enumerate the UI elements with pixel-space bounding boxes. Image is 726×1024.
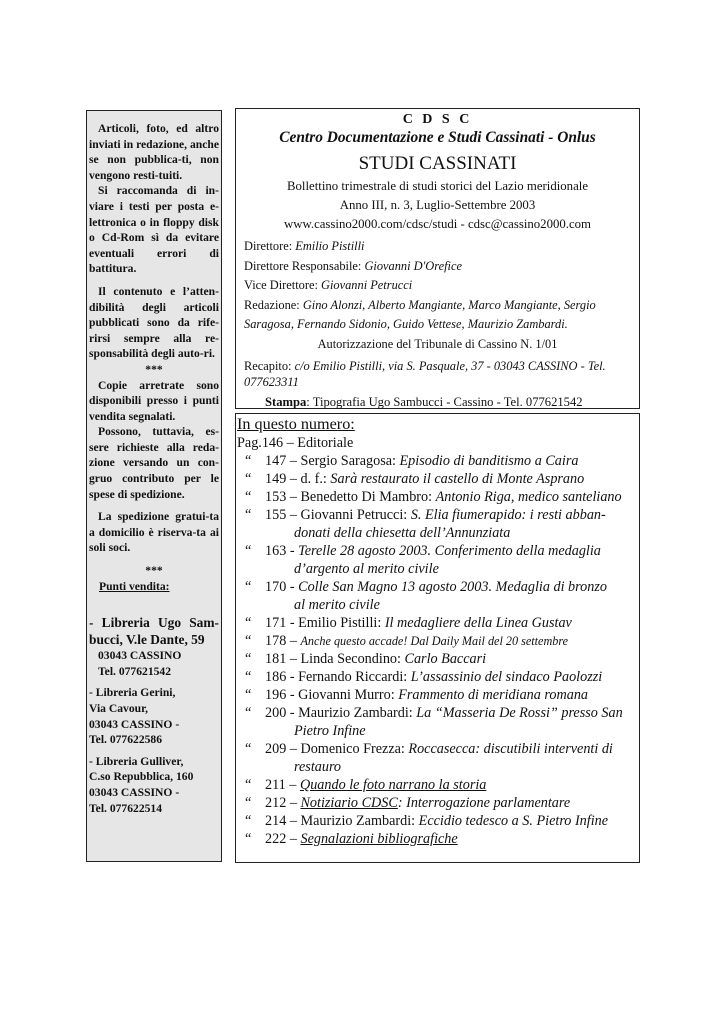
ditto-mark: “: [245, 471, 252, 487]
toc-entry-title: Antonio Riga, medico santeliano: [435, 489, 622, 505]
notice-request: Possono, tuttavia, es-sere richieste alla reda-zione versando un con-gruo contributo per le spese di spedizione.: [89, 425, 219, 501]
ditto-mark: “: [245, 777, 252, 793]
publication-title: STUDI CASSINATI: [358, 153, 517, 174]
separator-stars: ***: [145, 564, 163, 578]
toc-entry-title: Eccidio tedesco a S. Pietro Infine: [418, 813, 609, 829]
toc-entry-page-author: 155 – Giovanni Petrucci:: [265, 507, 411, 523]
toc-entry-title-continued: Pietro Infine: [294, 723, 366, 739]
toc-entry-page-author: 170 -: [265, 579, 299, 595]
toc-entry-title: Sarà restaurato il castello di Monte Asprano: [330, 471, 585, 487]
toc-entry-page-author: 171 - Emilio Pistilli:: [265, 615, 385, 631]
toc-entry-title: Quando le foto narrano la storia: [299, 777, 487, 793]
points-of-sale-heading: Punti vendita:: [99, 579, 170, 593]
toc-entry: [237, 704, 639, 740]
toc-entry-page-author: 147 – Sergio Saragosa:: [265, 453, 400, 469]
notice-send-texts: Si raccomanda di in-viare i testi per posta e-lettronica o in floppy disk o Cd-Rom sì da evitare eventuali errori di battitura.: [89, 184, 219, 276]
ditto-mark: “: [245, 795, 252, 811]
toc-entry-title-continued: restauro: [294, 759, 342, 775]
ditto-mark: “: [245, 489, 252, 505]
toc-entry: [237, 830, 639, 848]
store-phone: Tel. 077622514: [89, 801, 163, 815]
toc-entry-page-author: 209 – Domenico Frezza:: [265, 741, 409, 757]
toc-entry-title: Anche questo accade! Dal Daily Mail del 20 settembre: [300, 634, 569, 648]
toc-entry: [237, 668, 639, 686]
address-line: Recapito: c/o Emilio Pistilli, via S. Pasquale, 37 - 03043 CASSINO - Tel. 077623311: [244, 359, 606, 389]
toc-entry-title-continued: al merito civile: [294, 597, 380, 613]
toc-entry-page-author: 196 - Giovanni Murro:: [265, 687, 399, 703]
store-gerini: [89, 685, 219, 747]
org-acronym: C D S C: [402, 112, 473, 127]
ditto-mark: “: [245, 651, 252, 667]
responsible-director-line: Direttore Responsabile: Giovanni D'Orefice: [244, 258, 462, 273]
toc-entry: [237, 488, 639, 506]
toc-entry: [237, 812, 639, 830]
store-address: Via Cavour,: [89, 702, 149, 715]
notice-back-issues: Copie arretrate sono disponibili presso i punti vendita segnalati.: [89, 378, 219, 423]
ditto-mark: “: [245, 813, 252, 829]
notice-free-shipping: La spedizione gratui-ta a domicilio è riserva-ta ai soli soci.: [89, 510, 219, 555]
issue-info: Anno III, n. 3, Luglio-Settembre 2003: [339, 198, 536, 212]
ditto-mark: “: [245, 669, 252, 685]
ditto-mark: “: [245, 705, 252, 721]
table-of-contents: [235, 413, 640, 863]
printer-line: Stampa: Tipografia Ugo Sambucci - Cassino - Tel. 077621542: [265, 395, 583, 409]
toc-entry-title: Carlo Baccari: [404, 651, 487, 667]
ditto-mark: “: [245, 615, 252, 631]
ditto-mark: “: [245, 633, 252, 649]
toc-entry-page-author: 200 - Maurizio Zambardi:: [265, 705, 417, 721]
store-sambucci: [89, 614, 219, 679]
director-line: Direttore: Emilio Pistilli: [244, 239, 365, 253]
toc-entry-page-author: 153 – Benedetto Di Mambro:: [265, 489, 436, 505]
toc-entry: [237, 794, 639, 812]
org-name: Centro Documentazione e Studi Cassinati - Onlus: [279, 129, 596, 146]
toc-entry-title-continued: d’argento al merito civile: [294, 561, 439, 577]
store-phone: Tel. 077621542: [98, 664, 172, 678]
toc-entry: [237, 452, 639, 470]
toc-entry-page-author: 222 –: [265, 831, 301, 847]
toc-first-entry: Pag.146 – Editoriale: [237, 435, 354, 451]
ditto-mark: “: [245, 741, 252, 757]
toc-entry-title-continued: donati della chiesetta dell’Annunziata: [294, 525, 511, 541]
toc-entry: [237, 506, 639, 542]
toc-entry-title: Colle San Magno 13 agosto 2003. Medaglia di bronzo: [298, 579, 607, 595]
website-email: www.cassino2000.com/cdsc/studi - cdsc@cassino2000.com: [283, 217, 591, 231]
notice-articles: Articoli, foto, ed altro inviati in redazione, anche se non pubblica-ti, non vengono resti-tuiti.: [89, 122, 219, 182]
toc-list: [237, 452, 639, 848]
toc-entry-title: Roccasecca: discutibili interventi di: [408, 741, 613, 757]
toc-entry: [237, 632, 639, 650]
toc-entry-page-author: 178 –: [265, 633, 301, 649]
store-city: 03043 CASSINO -: [89, 717, 180, 731]
toc-entry: [237, 686, 639, 704]
vice-director-line: Vice Direttore: Giovanni Petrucci: [244, 278, 413, 292]
toc-entry-title: La “Masseria De Rossi” presso San: [416, 705, 623, 721]
toc-heading: In questo numero:: [237, 415, 355, 433]
toc-entry-title: Terelle 28 agosto 2003. Conferimento della medaglia: [298, 543, 601, 559]
sidebar-notice-box: [86, 110, 222, 862]
toc-entry-title: Il medagliere della Linea Gustav: [384, 615, 572, 631]
store-phone: Tel. 077622586: [89, 733, 163, 747]
ditto-mark: “: [245, 687, 252, 703]
toc-entry-title: Episodio di banditismo a Caira: [399, 453, 579, 469]
toc-entry-title-tail: : Interrogazione parlamentare: [397, 795, 571, 811]
toc-entry: [237, 542, 639, 578]
store-address: C.so Repubblica, 160: [89, 770, 194, 784]
masthead-box: [235, 108, 640, 409]
toc-entry: [237, 776, 639, 794]
editorial-staff-line: Redazione: Gino Alonzi, Alberto Mangiante, Marco Mangiante, Sergio Saragosa, Fernando Sidonio, Guido Vettese, Maurizio Zambardi.: [244, 297, 596, 331]
ditto-mark: “: [245, 543, 252, 559]
toc-entry-title: S. Elia fiumerapido: i resti abban-: [410, 507, 606, 523]
toc-entry: [237, 650, 639, 668]
store-gulliver: [89, 754, 219, 816]
toc-entry-title: Notiziario CDSC: [300, 795, 398, 811]
store-name: - Libreria Gerini,: [89, 686, 176, 700]
toc-entry-title: Frammento di meridiana romana: [398, 687, 589, 703]
toc-entry: [237, 614, 639, 632]
toc-entry-title: L’assassinio del sindaco Paolozzi: [410, 669, 603, 685]
authorization-line: Autorizzazione del Tribunale di Cassino N. 1/01: [317, 336, 558, 351]
toc-entry-page-author: 186 - Fernando Riccardi:: [265, 669, 411, 685]
ditto-mark: “: [245, 507, 252, 523]
separator-stars: ***: [145, 362, 163, 376]
publication-subtitle: Bollettino trimestrale di studi storici del Lazio meridionale: [286, 179, 588, 193]
notice-responsibility: Il contenuto e l’atten-dibilità degli articoli pubblicati sono da rife-rirsi sempre alla re-sponsabilità degli auto-ri.: [89, 284, 219, 361]
toc-entry: [237, 578, 639, 614]
ditto-mark: “: [245, 831, 252, 847]
toc-entry-page-author: 181 – Linda Secondino:: [265, 651, 405, 667]
store-name: - Libreria Gulliver,: [89, 754, 184, 768]
toc-entry-page-author: 214 – Maurizio Zambardi:: [265, 813, 419, 829]
toc-entry: [237, 470, 639, 488]
store-name: - Libreria Ugo Sam-bucci, V.le Dante, 59: [89, 615, 219, 648]
ditto-mark: “: [245, 579, 252, 595]
toc-entry: [237, 740, 639, 776]
toc-entry-title: Segnalazioni bibliografiche: [300, 831, 458, 847]
store-city: 03043 CASSINO -: [89, 785, 180, 799]
toc-entry-page-author: 212 –: [265, 795, 301, 811]
store-address: 03043 CASSINO: [98, 649, 182, 663]
toc-entry-page-author: 163 -: [265, 543, 299, 559]
toc-entry-page-author: 211 –: [265, 777, 300, 793]
ditto-mark: “: [245, 453, 252, 469]
toc-entry-page-author: 149 – d. f.:: [265, 471, 331, 487]
